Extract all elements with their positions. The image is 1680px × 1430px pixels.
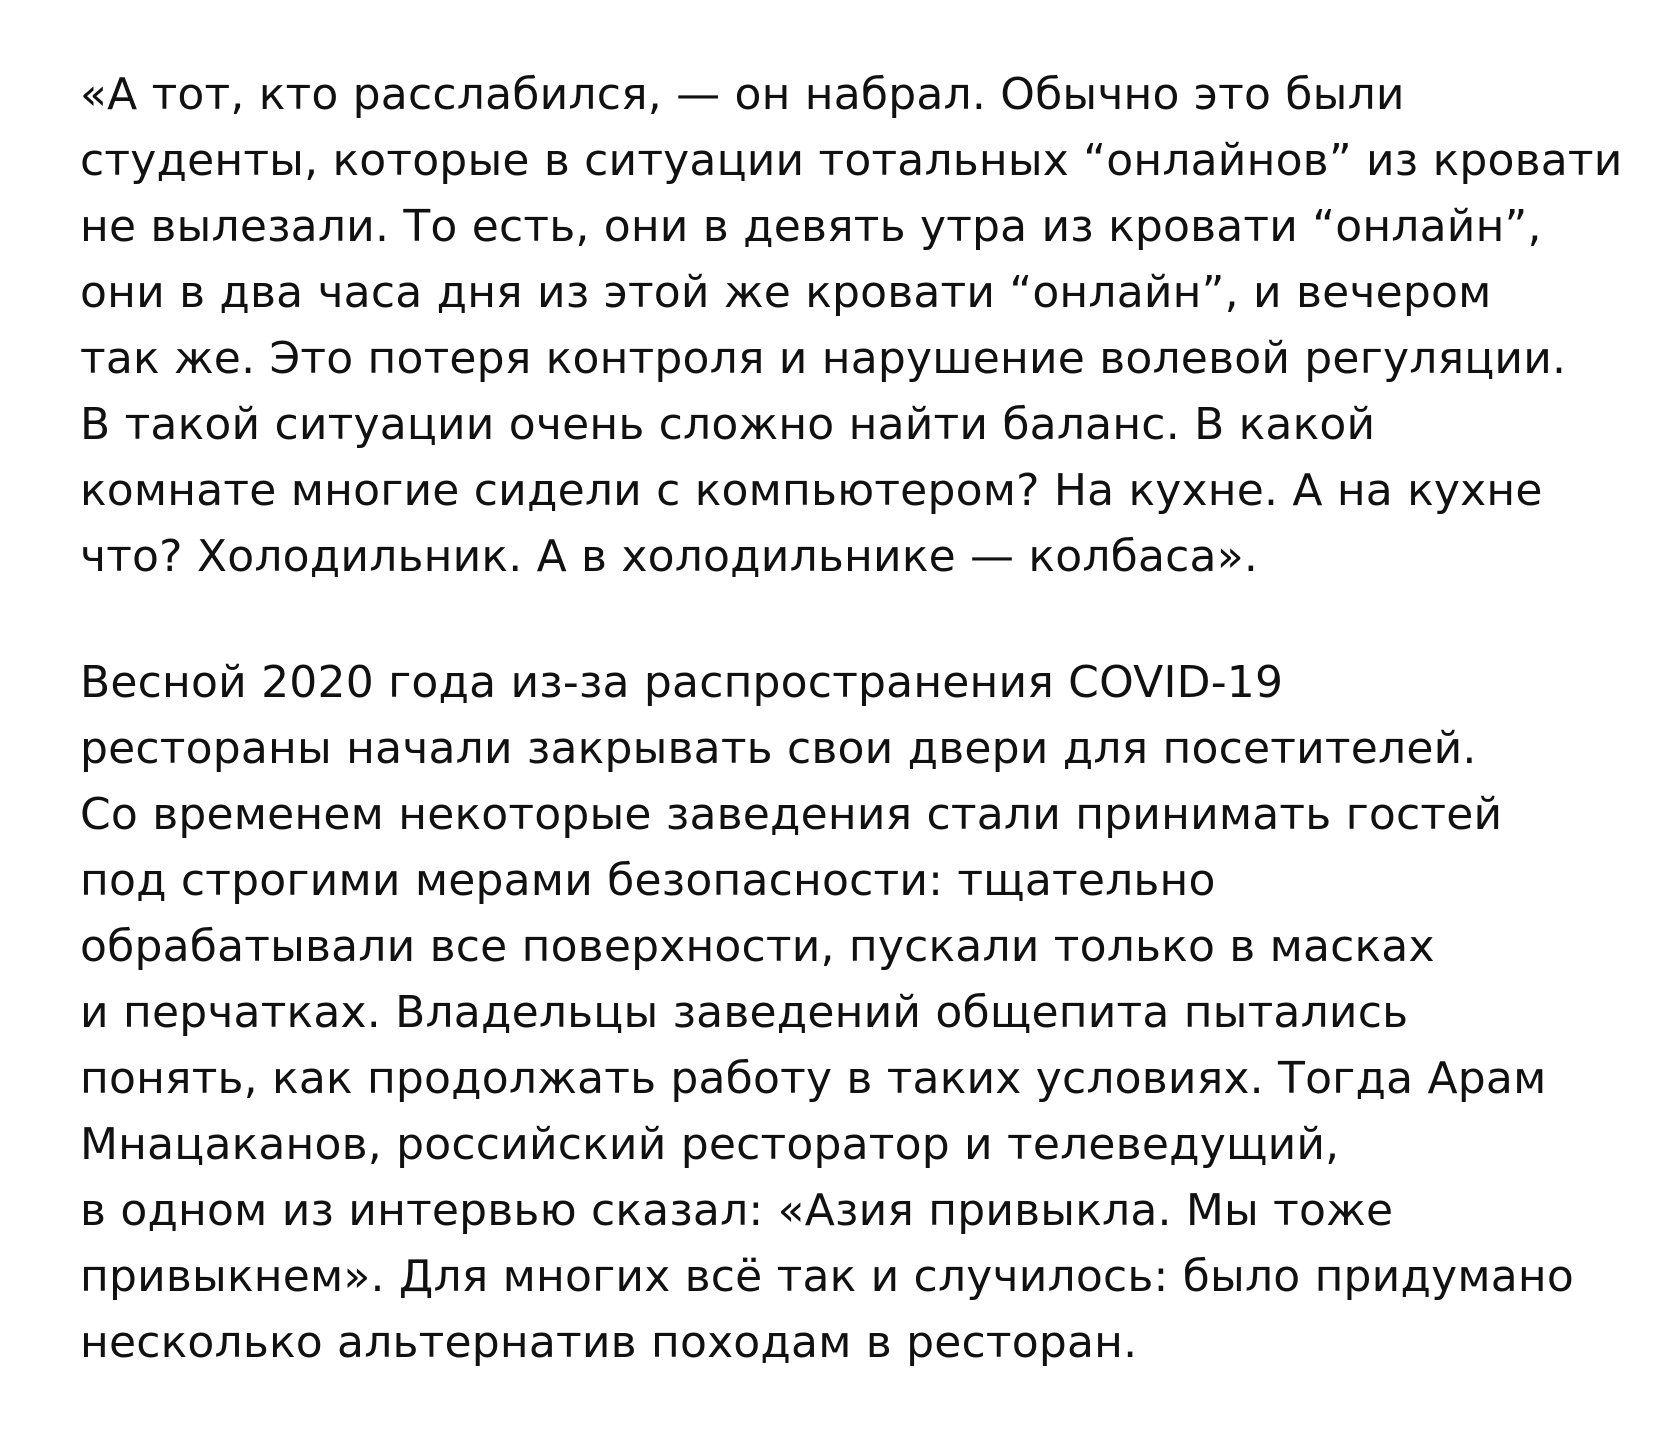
text-line: обрабатывали все поверхности, пускали только в масках	[80, 921, 1435, 972]
body-paragraph	[80, 650, 1640, 1376]
text-line: они в два часа дня из этой же кровати “онлайн”, и вечером	[80, 267, 1492, 318]
text-line: В такой ситуации очень сложно найти баланс. В какой	[80, 399, 1376, 450]
text-line: так же. Это потеря контроля и нарушение волевой регуляции.	[80, 333, 1567, 384]
text-line: в одном из интервью сказал: «Азия привыкла. Мы тоже	[80, 1185, 1394, 1236]
text-line: студенты, которые в ситуации тотальных “онлайнов” из кровати	[80, 135, 1623, 186]
text-line: под строгими мерами безопасности: тщательно	[80, 855, 1216, 906]
text-line: Мнацаканов, российский ресторатор и телеведущий,	[80, 1119, 1340, 1170]
text-line: и перчатках. Владельцы заведений общепита пытались	[80, 987, 1409, 1038]
text-line: несколько альтернатив походам в ресторан.	[80, 1317, 1138, 1368]
text-line: привыкнем». Для многих всё так и случилось: было придумано	[80, 1251, 1574, 1302]
text-line: рестораны начали закрывать свои двери для посетителей.	[80, 723, 1477, 774]
text-line: комнате многие сидели с компьютером? На кухне. А на кухне	[80, 465, 1543, 516]
text-line: не вылезали. То есть, они в девять утра из кровати “онлайн”,	[80, 201, 1542, 252]
text-line: «А тот, кто расслабился, — он набрал. Обычно это были	[80, 69, 1405, 120]
quote-paragraph	[80, 62, 1640, 590]
text-line: что? Холодильник. А в холодильнике — колбаса».	[80, 531, 1259, 582]
text-line: Весной 2020 года из-за распространения COVID-19	[80, 657, 1284, 708]
text-line: понять, как продолжать работу в таких условиях. Тогда Арам	[80, 1053, 1547, 1104]
text-line: Со временем некоторые заведения стали принимать гостей	[80, 789, 1503, 840]
